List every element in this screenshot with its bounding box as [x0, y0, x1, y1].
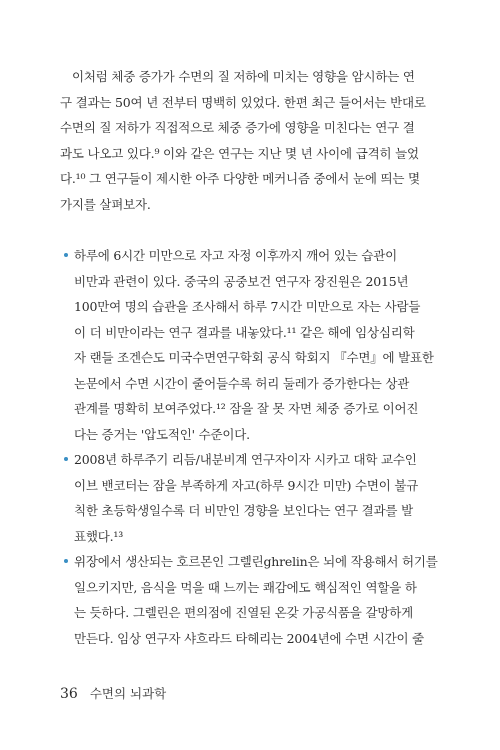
bullet-line: 논문에서 수면 시간이 줄어들수록 허리 둘레가 증가한다는 상관: [74, 375, 410, 391]
bullet-line: 다는 증거는 '압도적인' 수준이다.: [74, 426, 250, 442]
bullet-line: 이 더 비만이라는 연구 결과를 내놓았다.¹¹ 같은 해에 임상심리학: [74, 324, 415, 340]
book-title: 수면의 뇌과학: [89, 686, 167, 701]
bullet-list: [60, 243, 440, 651]
bullet-dot-icon: [64, 253, 68, 257]
bullet-line: 칙한 초등학생일수록 더 비만인 경향을 보인다는 연구 결과를 발: [74, 503, 413, 518]
bullet-line: 100만여 명의 습관을 조사해서 하루 7시간 미만으로 자는 사람들: [74, 299, 421, 314]
bullet-line: 하루에 6시간 미만으로 자고 자정 이후까지 깨어 있는 습관이: [74, 248, 397, 263]
paragraph-line: 구 결과는 50여 년 전부터 명백히 있었다. 한편 최근 들어서는 반대로: [60, 94, 426, 110]
bullet-line: 일으키지만, 음식을 먹을 때 느끼는 쾌감에도 핵심적인 역할을 하: [74, 579, 417, 595]
intro-paragraph: [60, 64, 440, 217]
bullet-item: [60, 243, 440, 447]
bullet-line: 관계를 명확히 보여주었다.¹² 잠을 잘 못 자면 체중 증가로 이어진: [74, 401, 419, 416]
bullet-item: [60, 447, 440, 549]
bullet-item: [60, 549, 440, 651]
bullet-line: 2008년 하루주기 리듬/내분비계 연구자이자 시카고 대학 교수인: [74, 452, 417, 467]
paragraph-line: 가지를 살펴보자.: [60, 196, 151, 212]
bullet-line: 는 듯하다. 그렐린은 편의점에 진열된 온갖 가공식품을 갈망하게: [74, 605, 413, 620]
paragraph-line: 다.¹⁰ 그 연구들이 제시한 아주 다양한 메커니즘 중에서 눈에 띄는 몇: [60, 171, 420, 186]
paragraph-line: 과도 나오고 있다.⁹ 이와 같은 연구는 지난 몇 년 사이에 급격히 늘었: [60, 145, 419, 161]
bullet-line: 표했다.¹³: [74, 528, 124, 544]
page-footer: [60, 684, 166, 702]
bullet-line: 비만과 관련이 있다. 중국의 공중보건 연구자 장진원은 2015년: [74, 273, 409, 289]
bullet-line: 만든다. 임상 연구자 샤흐라드 타헤리는 2004년에 수면 시간이 줄: [74, 630, 424, 646]
paragraph-line: 이처럼 체중 증가가 수면의 질 저하에 미치는 영향을 암시하는 연: [72, 69, 415, 84]
bullet-line: 위장에서 생산되는 호르몬인 그렐린ghrelin은 뇌에 작용해서 허기를: [74, 554, 438, 569]
bullet-line: 자 랜들 조겐슨도 미국수면연구학회 공식 학회지 『수면』에 발표한: [74, 350, 434, 365]
page-number: 36: [60, 686, 78, 702]
paragraph-line: 수면의 질 저하가 직접적으로 체중 증가에 영향을 미친다는 연구 결: [60, 120, 415, 135]
bullet-line: 이브 밴코터는 잠을 부족하게 자고(하루 9시간 미만) 수면이 불규: [74, 477, 419, 493]
bullet-dot-icon: [64, 559, 68, 563]
bullet-dot-icon: [64, 457, 68, 461]
